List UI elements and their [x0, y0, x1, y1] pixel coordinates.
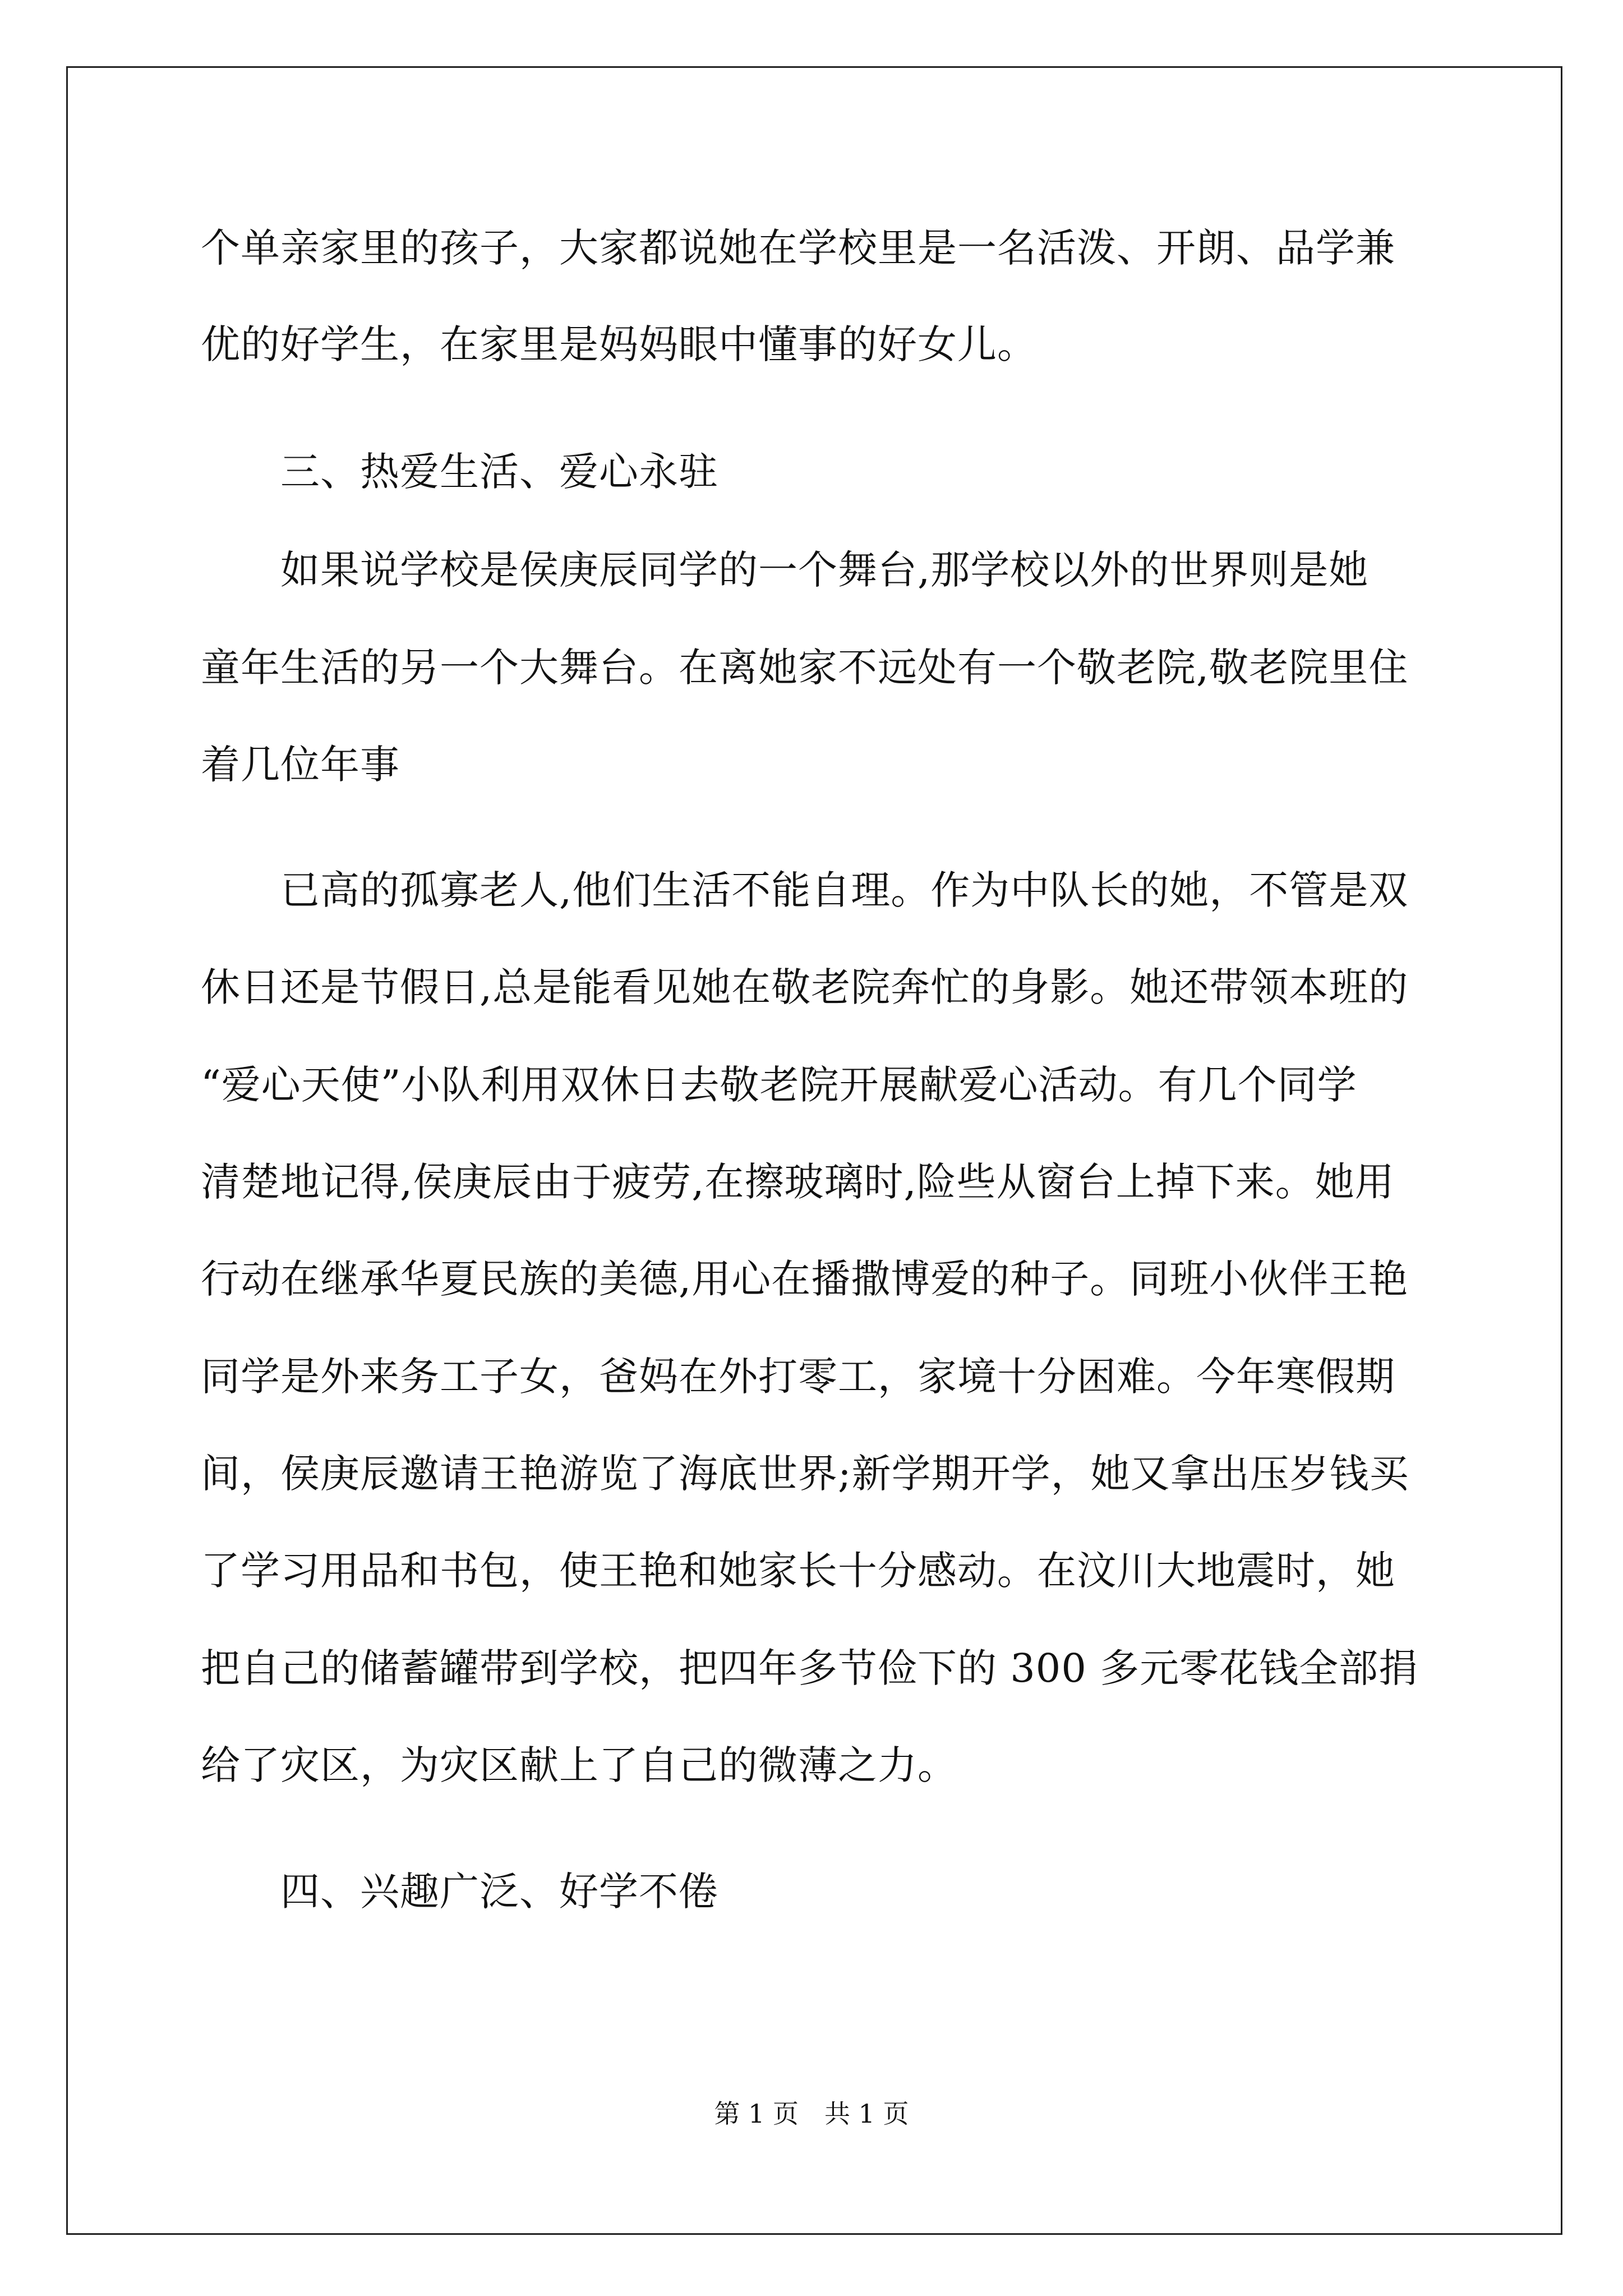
text-line: 如果说学校是侯庚辰同学的一个舞台,那学校以外的世界则是她 — [201, 547, 1369, 593]
text-line: 着几位年事 — [201, 742, 400, 788]
text-line: 间，侯庚辰邀请王艳游览了海底世界;新学期开学，她又拿出压岁钱买 — [201, 1451, 1409, 1497]
text-line: 同学是外来务工子女，爸妈在外打零工，家境十分困难。今年寒假期 — [201, 1354, 1395, 1400]
text-line: 休日还是节假日,总是能看见她在敬老院奔忙的身影。她还带领本班的 — [201, 964, 1409, 1010]
text-line: 已高的孤寡老人,他们生活不能自理。作为中队长的她，不管是双 — [201, 867, 1409, 913]
text-line: 优的好学生，在家里是妈妈眼中懂事的好女儿。 — [201, 321, 1037, 367]
section-heading: 三、热爱生活、爱心永驻 — [201, 449, 718, 495]
text-line: 给了灾区，为灾区献上了自己的微薄之力。 — [201, 1742, 957, 1788]
text-line: 个单亲家里的孩子，大家都说她在学校里是一名活泼、开朗、品学兼 — [201, 225, 1395, 271]
text-line: 了学习用品和书包，使王艳和她家长十分感动。在汶川大地震时，她 — [201, 1548, 1395, 1594]
text-line: 清楚地记得,侯庚辰由于疲劳,在擦玻璃时,险些从窗台上掉下来。她用 — [201, 1159, 1395, 1205]
text-line: “爱心天使”小队利用双休日去敬老院开展献爱心活动。有几个同学 — [201, 1062, 1357, 1108]
text-line: 行动在继承华夏民族的美德,用心在播撒博爱的种子。同班小伙伴王艳 — [201, 1256, 1409, 1302]
text-line: 把自己的储蓄罐带到学校，把四年多节俭下的 300 多元零花钱全部捐 — [201, 1645, 1419, 1691]
text-line: 童年生活的另一个大舞台。在离她家不远处有一个敬老院,敬老院里住 — [201, 645, 1409, 691]
section-heading: 四、兴趣广泛、好学不倦 — [201, 1869, 718, 1915]
page-number-footer: 第 1 页 共 1 页 — [714, 2099, 909, 2129]
